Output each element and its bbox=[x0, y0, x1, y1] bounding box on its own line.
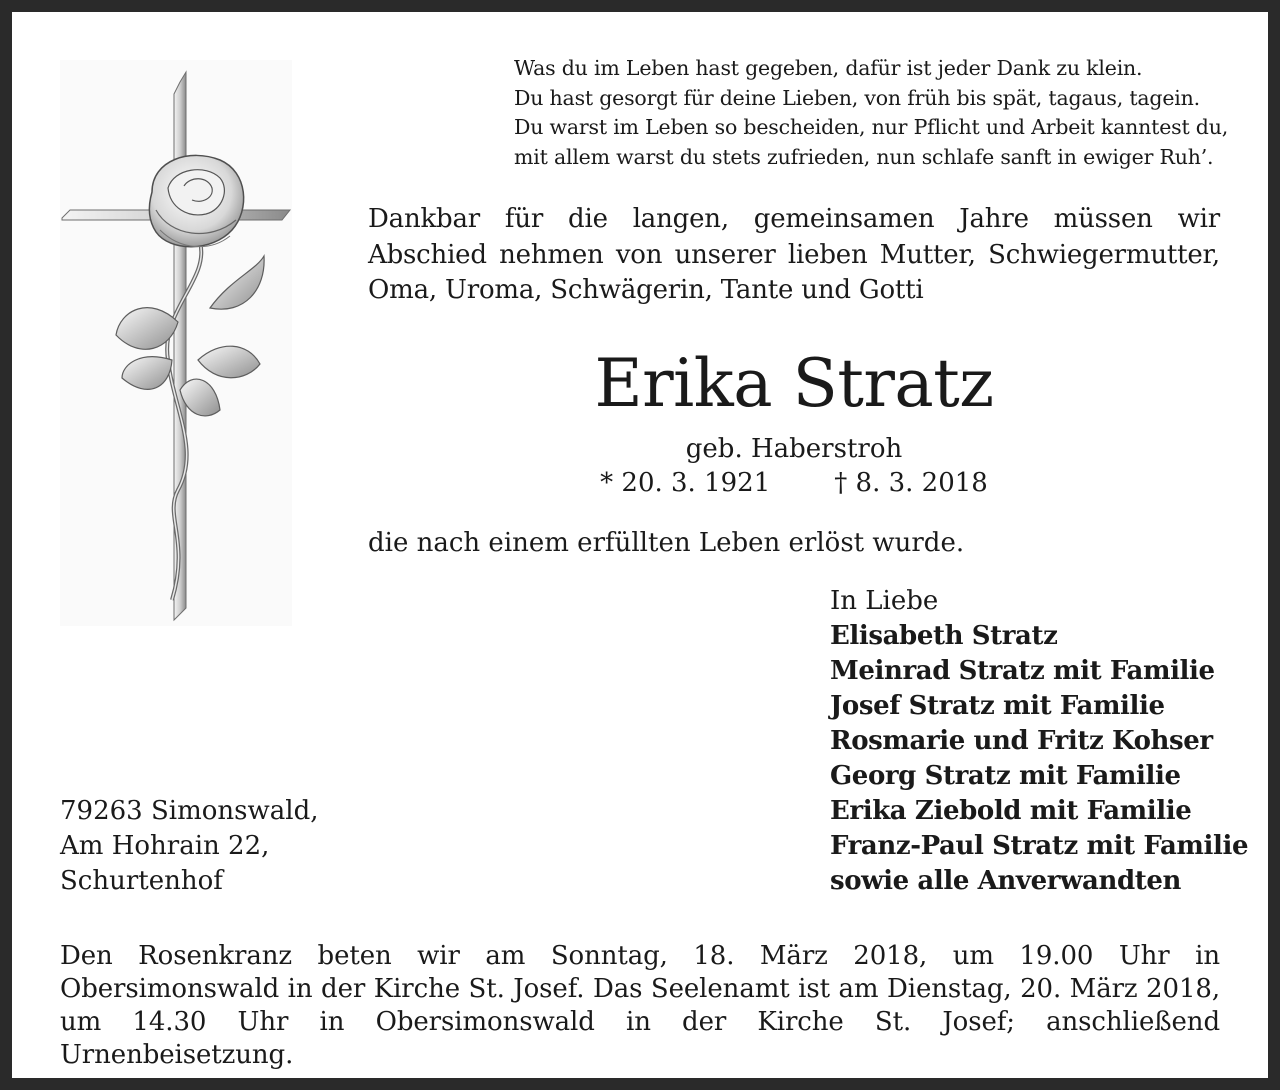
mourner: Georg Stratz mit Familie bbox=[830, 761, 1181, 791]
mourners-list bbox=[830, 584, 1250, 899]
birth-date: * 20. 3. 1921 bbox=[600, 468, 771, 498]
poem-line: Was du im Leben hast gegeben, dafür ist jeder Dank zu klein. bbox=[514, 56, 1143, 80]
mourner: Franz-Paul Stratz mit Familie bbox=[830, 831, 1249, 861]
life-dates bbox=[368, 466, 1220, 500]
poem-line: mit allem warst du stets zufrieden, nun schlafe sanft in ewiger Ruh’. bbox=[514, 144, 1214, 169]
mourner: Meinrad Stratz mit Familie bbox=[830, 656, 1215, 686]
mourner: Erika Ziebold mit Familie bbox=[830, 796, 1192, 826]
released-text: die nach einem erfüllten Leben erlöst wurde. bbox=[368, 528, 965, 558]
mourner: sowie alle Anverwandten bbox=[830, 866, 1182, 896]
poem-line: Du hast gesorgt für deine Lieben, von früh bis spät, tagaus, tagein. bbox=[514, 85, 1200, 110]
address-line: 79263 Simonswald, bbox=[60, 796, 319, 826]
poem-line: Du warst im Leben so bescheiden, nur Pflicht und Arbeit kanntest du, bbox=[514, 115, 1229, 139]
mourner: Elisabeth Stratz bbox=[830, 621, 1058, 651]
service-info: Den Rosenkranz beten wir am Sonntag, 18. März 2018, um 19.00 Uhr in Obersimonswald in der Kirche St. Josef. Das Seelenamt ist am Dienstag, 20. März 2018, um 14.30 Uhr in Obersimonswald in der Kirche St. Josef; anschließend Urnenbeisetzung. bbox=[60, 941, 1220, 1070]
mourner: Josef Stratz mit Familie bbox=[830, 691, 1165, 721]
mourner: Rosmarie und Fritz Kohser bbox=[830, 726, 1213, 756]
intro-text: Dankbar für die langen, gemeinsamen Jahre müssen wir Abschied nehmen von unserer lieben Mutter, Schwiegermutter, Oma, Uroma, Schwägerin, Tante und Gotti bbox=[368, 204, 1220, 305]
deceased-name: Erika Stratz bbox=[594, 345, 994, 422]
death-date: † 8. 3. 2018 bbox=[834, 468, 988, 498]
obituary-notice bbox=[12, 12, 1268, 1078]
cross-with-rose-icon bbox=[60, 60, 292, 626]
address-line: Schurtenhof bbox=[60, 866, 223, 896]
address-line: Am Hohrain 22, bbox=[60, 831, 270, 861]
address bbox=[60, 794, 460, 899]
signature-intro: In Liebe bbox=[830, 586, 939, 616]
poem bbox=[514, 54, 1254, 172]
birth-name: geb. Haberstroh bbox=[685, 434, 903, 464]
